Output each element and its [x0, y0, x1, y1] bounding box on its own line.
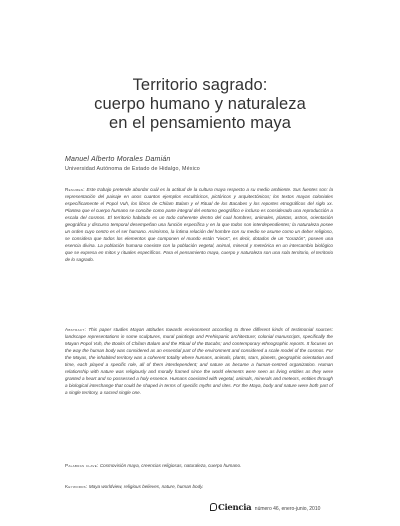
journal-logo-text: Ciencia [218, 503, 252, 513]
keywords-line [65, 483, 333, 491]
page-footer [210, 503, 320, 513]
resumen-paragraph [65, 186, 333, 310]
palabras-clave-line [65, 462, 333, 470]
article-title [0, 76, 400, 133]
author-name: Manuel Alberto Morales Damián [65, 156, 171, 163]
author-affiliation: Universidad Autónoma de Estado de Hidalgo, México [65, 166, 200, 172]
title-line: Territorio sagrado: [132, 76, 268, 94]
resumen-label: Resumen: [65, 187, 85, 192]
issue-info: número 46, enero-junio, 2010 [254, 506, 321, 512]
keywords-label: Keywords: [65, 484, 88, 489]
title-line: en el pensamiento maya [109, 114, 291, 132]
resumen-text: Este trabajo pretende abordar cuál es la actitud de la cultura maya respecto a su medio ambiente. Sus fuentes son: la representación del paisaje en unos cuantos ejemplos escultóricos, pictóricos y arquitectónicos; los textos mayas coloniales específicamente el Popol Vuh, los libros de Chilam Balam y el Ritual de los Bacabes y los reportes etnográficos del siglo xx. Plantea que el cuerpo humano se concibe como parte integral del entorno geográfico e incluso es considerado una reproducción a escala del cosmos. El territorio habitado es un todo coherente dentro del cual hombres, animales, plantas, astros, orientación geográfica y discurso temporal desempeñan una función específica y en la que todos son interdependientes; la naturaleza posee un orden cuyo centro es el ser humano. Asimismo, la íntima relación del hombre con su medio se asume como un deber religioso, se considera que todos los elementos que componen el mundo están "vivos", es decir, dotados de un "corazón", poseen una esencia divina. La población humana coexiste con la población vegetal, animal, mineral y meteórica en un intercambio biológico que se expresa en mitos y rituales específicos. Para el pensamiento maya, cuerpo y naturaleza son una sola territorio, el territorio de lo sagrado. [65, 187, 334, 263]
journal-logo [210, 503, 251, 513]
palabras-clave-text: Cosmovisión maya, creencias religiosas, naturaleza, cuerpo humano. [99, 463, 242, 468]
keywords-text: Maya worldview, religious believes, nature, human body. [88, 484, 204, 489]
abstract-text: This paper studies Mayan attitudes towards environment according to three different kinds of testimonial sources: landscape representations in some sculptures, mural paintings and Prehispanic architecture; colonial manuscripts, specifically the Mayan Popol Vuh, the Books of Chilam Balam and the Ritual of the Bacabs; and contemporary ethnographic reports. It focuses on the way the human body was considered as an essential part of the environment and considered a scale model of the cosmos. For the Mayas, the inhabited territory was a coherent totality where humans, animals, plants, stars, planets, geographic orientation and time, each played a specific role, all of them interdependent; and nature as became a human-centred organization. Human relationship with nature was religiously and morally framed since the world elements were seen as living entities as they were granted a heart and so possessed a holy essence. Humans coexisted with vegetal, animals, minerals and meteors, entities through a biological interchange that could be shaped in terms of specific myths and rites. For the Maya, body and nature were both part of a single territory, a sacred single one. [65, 327, 334, 396]
palabras-clave-label: Palabras clave: [65, 463, 99, 468]
abstract-paragraph [65, 326, 333, 443]
title-line: cuerpo humano y naturaleza [94, 95, 306, 113]
logo-mark-icon [210, 503, 217, 511]
abstract-label: Abstract: [65, 327, 87, 332]
